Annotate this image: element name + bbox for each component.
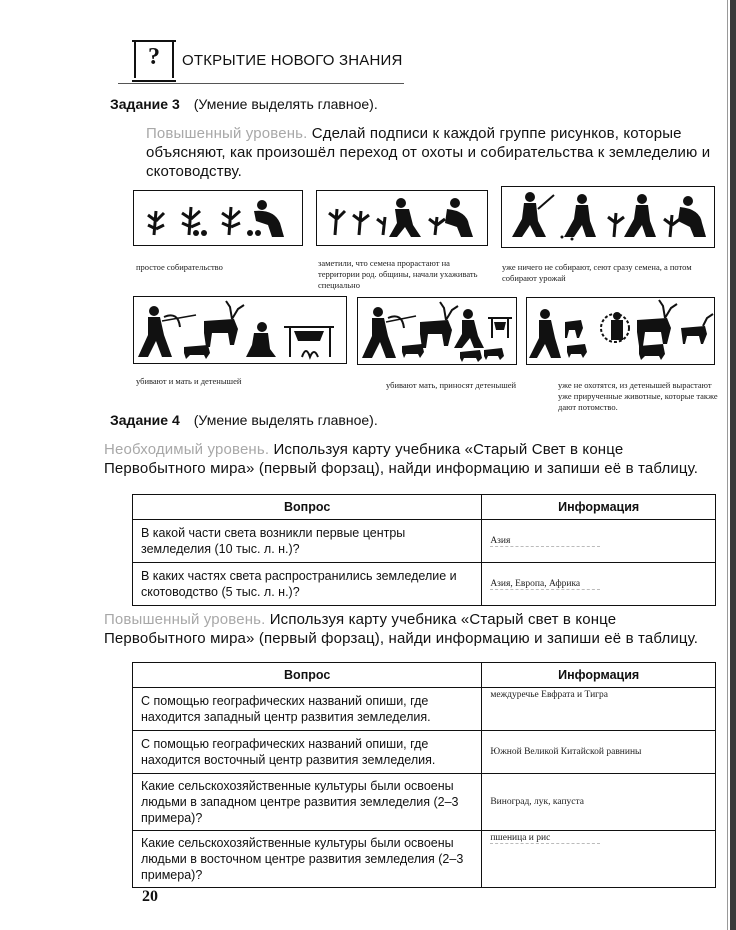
question-mark-icon: ? (134, 42, 174, 78)
question-cell: С помощью географических названий опиши, где находится западный центр развития земледелия. (133, 688, 482, 731)
answer-text: Виноград, лук, капуста (490, 797, 584, 807)
page-edge-shadow (730, 0, 736, 930)
section-title: ОТКРЫТИЕ НОВОГО ЗНАНИЯ (182, 52, 403, 69)
caption-row2-1: убивают и мать и детенышей (136, 376, 242, 386)
table-row (133, 688, 716, 731)
picture-box-herding (526, 297, 715, 365)
task4-label: Задание 4 (110, 412, 180, 428)
answer-cell[interactable] (482, 731, 716, 774)
farming-pictogram-icon (317, 191, 489, 247)
caption-row1-2: заметили, что семена прорастают на территории род. общины, начали ухаживать специально (318, 258, 478, 290)
task3-label: Задание 3 (110, 96, 180, 112)
table-row (133, 520, 716, 563)
header-information: Информация (482, 663, 716, 688)
page-edge-line (727, 0, 728, 930)
table-row (133, 731, 716, 774)
answer-cell[interactable] (482, 688, 716, 731)
picture-box-gathering (133, 190, 303, 246)
task4-instruction1-block (104, 440, 718, 478)
page-number: 20 (142, 888, 158, 905)
hunting-pictogram-icon (358, 298, 518, 366)
task3-instruction: Сделай подписи к каждой группе рисунков, которые объясняют, как произошёл переход от охоты и собирательства к земледелию и скотоводству. (146, 125, 711, 180)
caption-row2-3: уже не охотятся, из детенышей вырастают уже прирученные животные, которые также дают потомство. (558, 380, 718, 412)
task4-skill: (Умение выделять главное). (193, 412, 378, 428)
question-cell: Какие сельскохозяйственные культуры были освоены людьми в западном центре развития земледелия (2–3 примера)? (133, 774, 482, 831)
table-row (133, 563, 716, 606)
section-header (118, 40, 408, 84)
question-cell: Какие сельскохозяйственные культуры были освоены людьми в восточном центре развития земледелия (2–3 примера)? (133, 831, 482, 888)
question-cell: С помощью географических названий опиши, где находится восточный центр развития земледелия. (133, 731, 482, 774)
farming-pictogram-icon (502, 187, 716, 249)
caption-row2-2: убивают мать, приносят детенышей (386, 380, 517, 390)
question-cell: В каких частях света распространились земледелие и скотоводство (5 тыс. л. н.)? (133, 563, 482, 606)
answer-text: Южной Великой Китайской равнины (490, 747, 642, 757)
table-header-row (133, 663, 716, 688)
task3-heading (110, 96, 378, 112)
task4-level1: Необходимый уровень. (104, 441, 270, 458)
table-advanced-level (132, 662, 716, 888)
header-question: Вопрос (133, 663, 482, 688)
answer-cell[interactable] (482, 563, 716, 606)
answer-cell[interactable] (482, 774, 716, 831)
task3-level: Повышенный уровень. (146, 125, 308, 142)
task3-skill: (Умение выделять главное). (193, 96, 378, 112)
picture-box-noticing (316, 190, 488, 246)
task3-instruction-block (146, 124, 716, 181)
table-required-level (132, 494, 716, 606)
hunting-pictogram-icon (134, 297, 348, 365)
table-row (133, 831, 716, 888)
farming-pictogram-icon (134, 191, 304, 247)
task4-level2: Повышенный уровень. (104, 611, 266, 628)
task4-heading (110, 412, 378, 428)
caption-row1-1: простое собирательство (136, 262, 223, 272)
header-question: Вопрос (133, 495, 482, 520)
task4-instruction1: Используя карту учебника «Старый Свет в конце Первобытного мира» (первый форзац), найди информацию и запиши её в таблицу. (104, 441, 699, 477)
header-information: Информация (482, 495, 716, 520)
answer-cell[interactable] (482, 831, 716, 888)
picture-box-hunting-mother (357, 297, 517, 365)
answer-cell[interactable] (482, 520, 716, 563)
table-row (133, 774, 716, 831)
task4-instruction2: Используя карту учебника «Старый свет в конце Первобытного мира» (первый форзац), найди информацию и запиши её в таблицу. (104, 611, 699, 647)
herding-pictogram-icon (527, 298, 716, 366)
answer-text: пшеница и рис (490, 833, 600, 844)
answer-text: Азия, Европа, Африка (490, 579, 600, 590)
caption-row1-3: уже ничего не собирают, сеют сразу семена, а потом собирают урожай (502, 262, 692, 283)
answer-text: Азия (490, 536, 600, 547)
question-cell: В какой части света возникли первые центры земледелия (10 тыс. л. н.)? (133, 520, 482, 563)
table-header-row (133, 495, 716, 520)
answer-text: междуречье Евфрата и Тигра (490, 690, 609, 700)
picture-box-hunting-all (133, 296, 347, 364)
task4-instruction2-block (104, 610, 718, 648)
picture-box-sowing (501, 186, 715, 248)
